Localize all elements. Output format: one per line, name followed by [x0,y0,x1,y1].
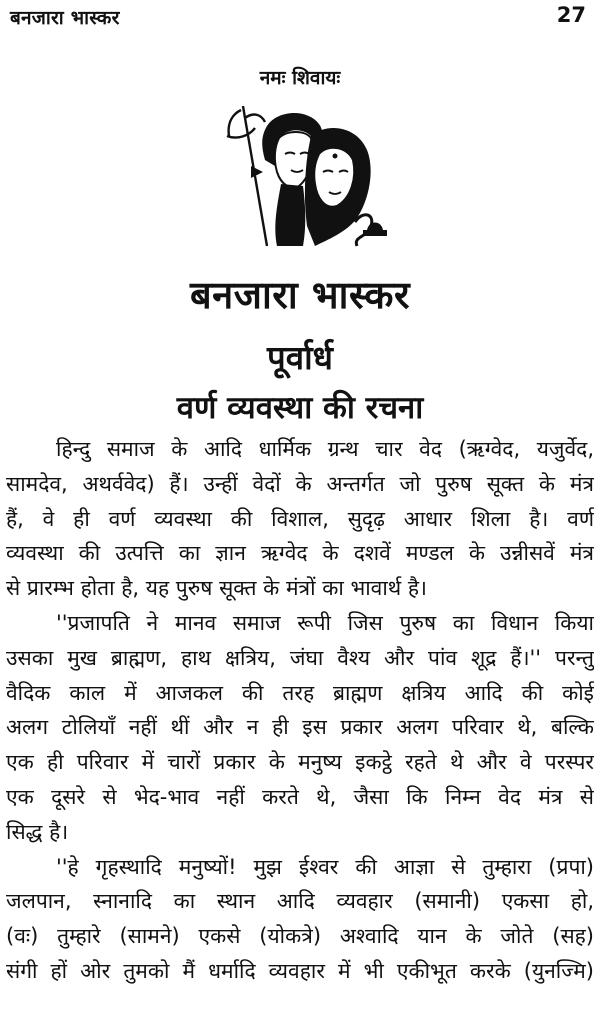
text-line: (वः) तुम्हारे (सामने) एकसे (योकत्रे) अश्वादि यान के जोते (सह) [6,924,594,949]
text-line: अलग टोलियाँ नहीं थीं और न ही इस प्रकार अलग परिवार थे, बल्कि [6,715,594,740]
text-line: व्यवस्था की उत्पत्ति का ज्ञान ऋग्वेद के दशवें मण्डल के उन्नीसवें मंत्र [6,541,594,566]
page-title: बनजारा भास्कर [189,273,410,317]
text-line: एक दूसरे से भेद-भाव नहीं करते थे, जैसा कि निम्न वेद मंत्र से [6,784,594,809]
text-line: जलपान, स्नानादि का स्थान आदि व्यवहार (समानी) एकसा हो, [6,889,594,914]
body-text [6,432,594,989]
text-line: एक ही परिवार में चारों प्रकार के मनुष्य इकट्ठे रहते थे और वे परस्पर [6,750,594,775]
page-header [0,0,600,30]
text-line: उसका मुख ब्राह्मण, हाथ क्षत्रिय, जंघा वैश्य और पांव शूद्र हैं।'' परन्तु [6,645,594,670]
page-number: 27 [556,3,586,27]
part-subtitle: पूर्वार्ध [267,338,333,377]
text-line: हैं, वे ही वर्ण व्यवस्था की विशाल, सुदृढ़ आधार शिला है। वर्ण [6,506,594,531]
text-line: ''प्रजापति ने मानव समाज रूपी जिस पुरुष का विधान किया [56,610,594,635]
invocation: नमः शिवायः [259,67,341,89]
section-heading: वर्ण व्यवस्था की रचना [176,390,424,426]
text-line: संगी हों ओर तुमको मैं धर्मादि व्यवहार में भी एकीभूत करके (युनज्मि) [6,958,594,983]
text-line: ''हे गृहस्थादि मनुष्यों! मुझ ईश्वर की आज्ञा से तुम्हारा (प्रपा) [56,854,594,879]
text-line: वैदिक काल में आजकल की तरह ब्राह्मण क्षत्रिय आदि की कोई [6,680,594,705]
text-line: हिन्दु समाज के आदि धार्मिक ग्रन्थ चार वेद (ऋग्वेद, यजुर्वेद, [56,437,594,461]
text-line: सिद्ध है। [6,819,69,844]
shiva-parvati-illustration-icon [207,106,387,251]
text-line: सामदेव, अथर्ववेद) हैं। उन्हीं वेदों के अन्तर्गत जो पुरुष सूक्त के मंत्र [6,471,594,496]
running-head: बनजारा भास्कर [10,7,120,29]
text-line: से प्रारम्भ होता है, यह पुरुष सूक्त के मंत्रों का भावार्थ है। [6,576,427,601]
